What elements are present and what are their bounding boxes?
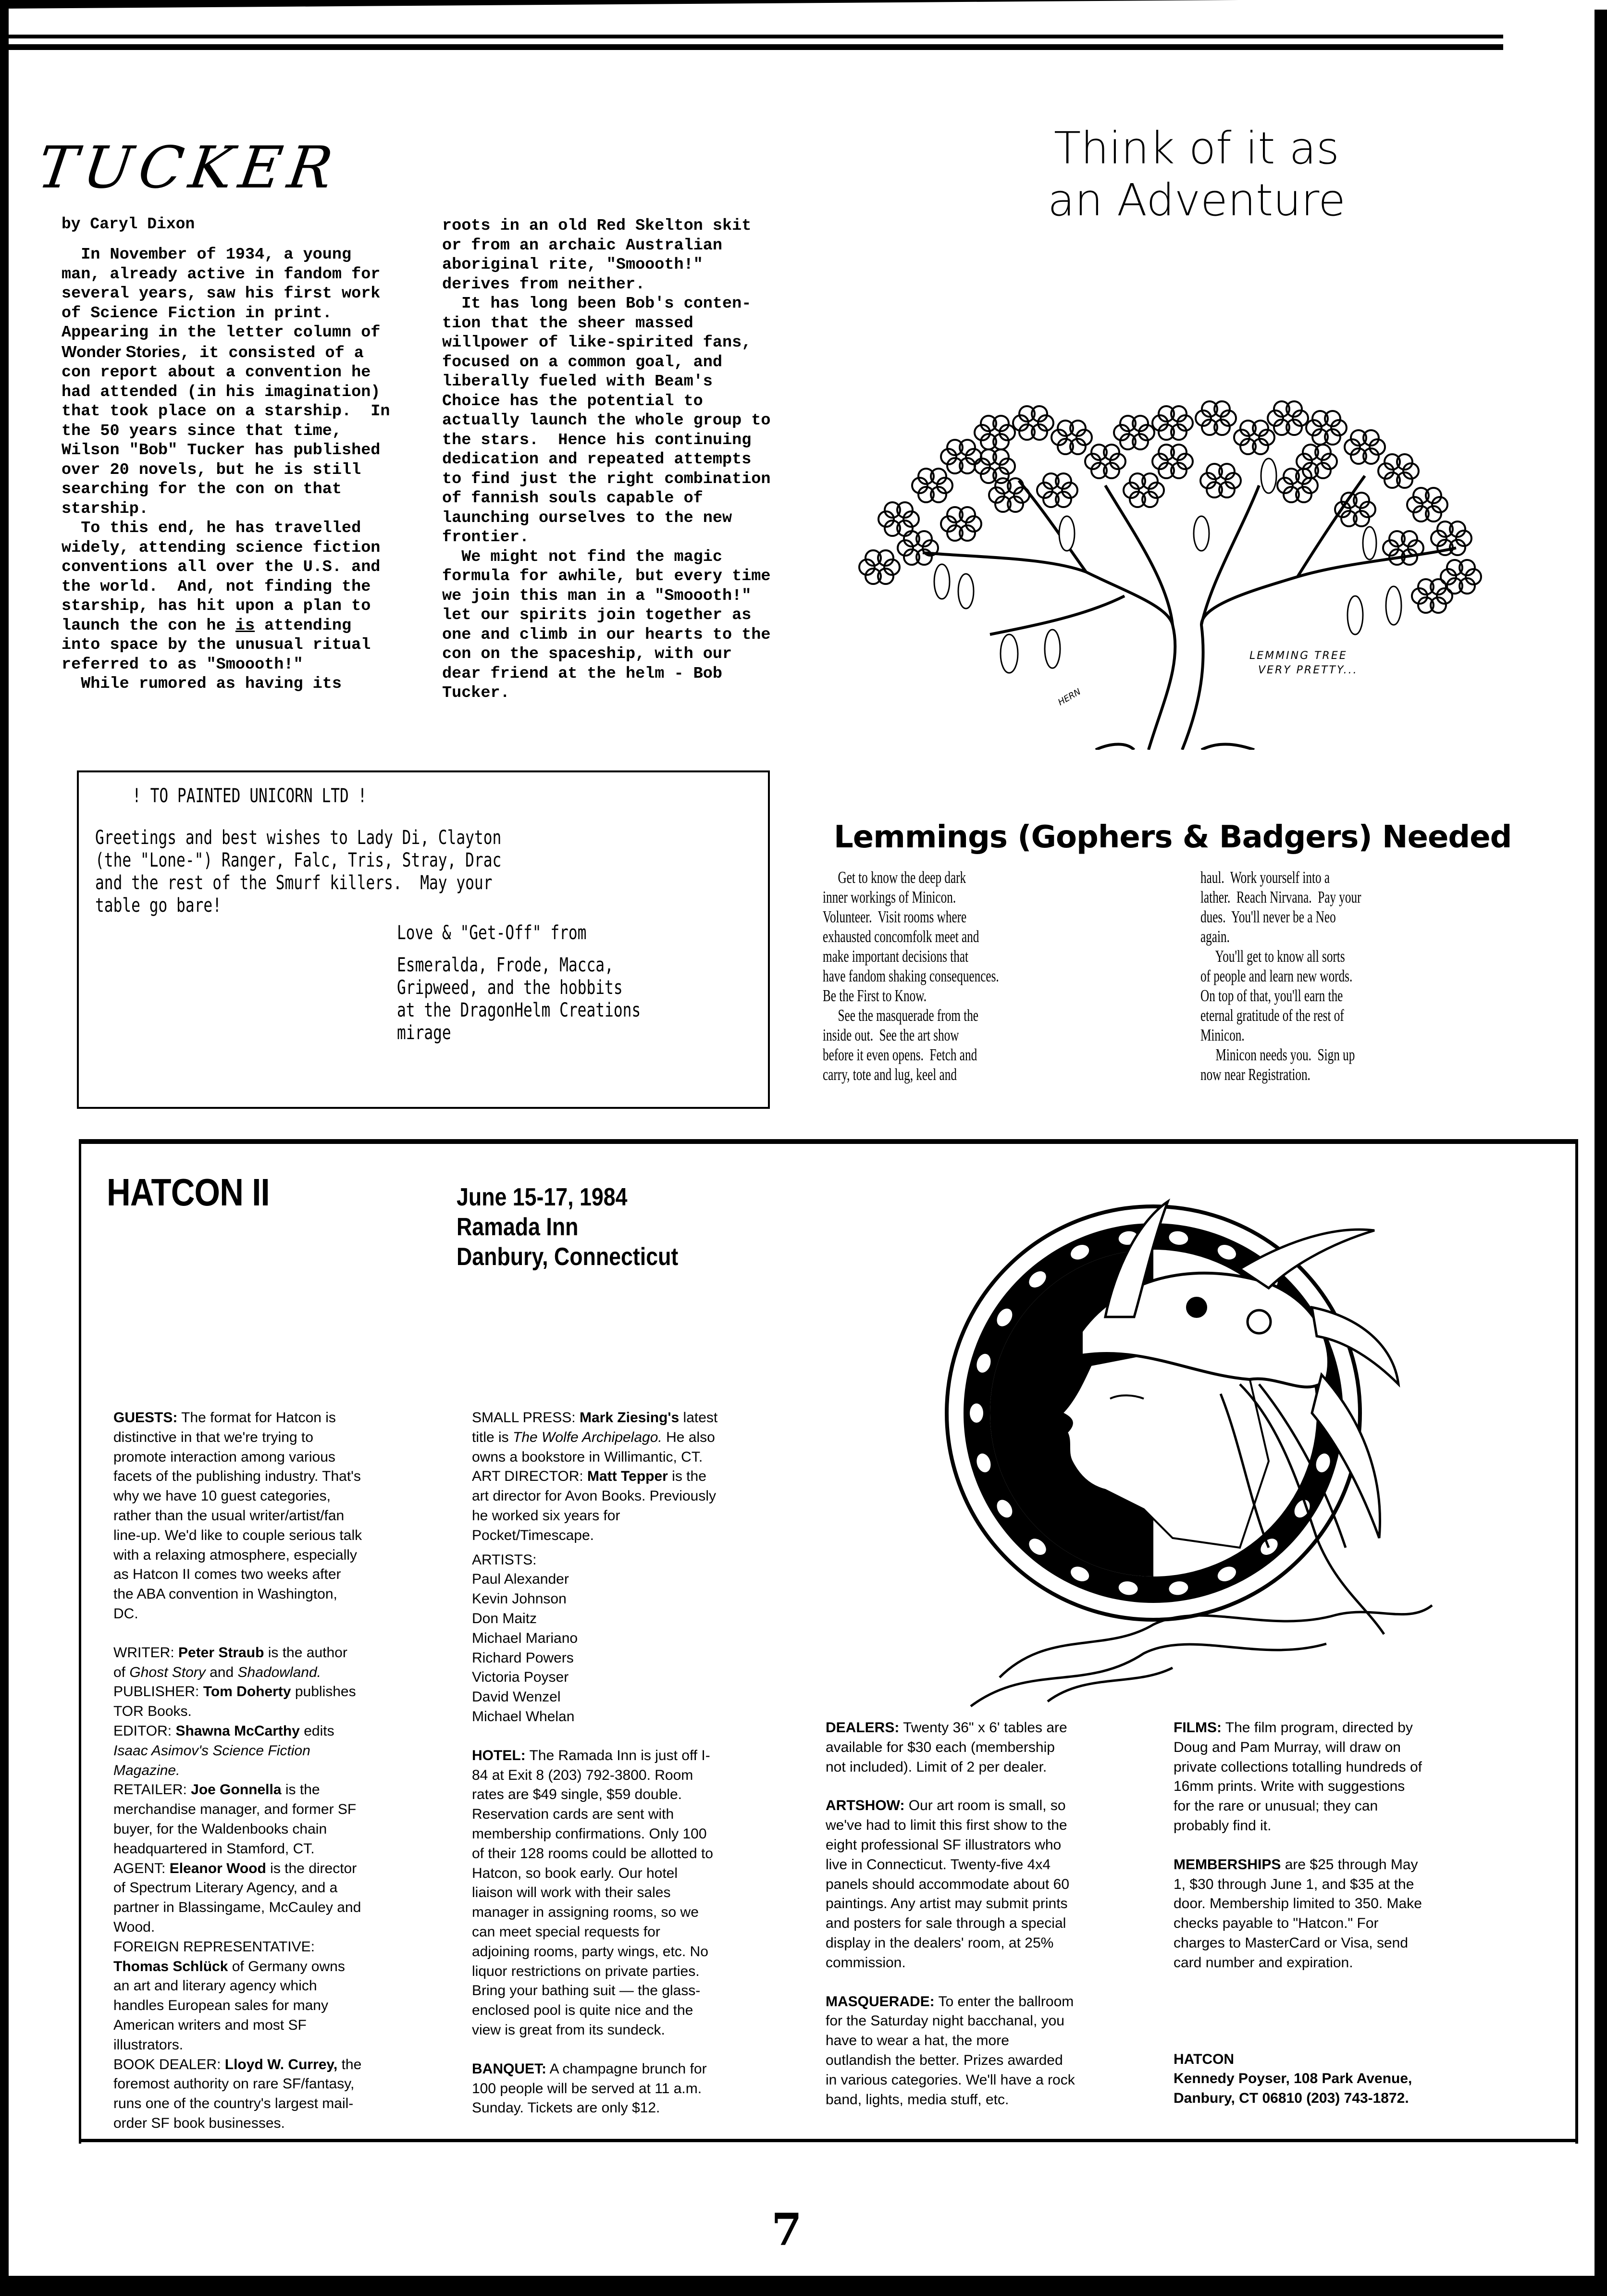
hotel-section [472, 1746, 722, 2040]
hanging-lemmings [934, 459, 1401, 673]
header-rule-thick [9, 44, 1503, 50]
lemmings-text-line: You'll get to know all sorts [1200, 947, 1345, 966]
publisher-text: publishes TOR Books. [113, 1684, 356, 1720]
adventure-title-line-1: Think of it as [1053, 123, 1339, 174]
unicorn-title: ! TO PAINTED UNICORN LTD ! [132, 785, 367, 807]
editor-magazine: Isaac Asimov's Science Fiction Magazine. [113, 1742, 310, 1778]
art-director-text: is the art director for Avon Books. Previously he worked six years for Pocket/Timescape. [472, 1468, 717, 1543]
lemmings-text-line: Get to know the deep dark [823, 868, 966, 887]
masquerade-label: MASQUERADE: [826, 1993, 935, 2010]
address-line-3: Danbury, CT 06810 (203) 743-1872. [1174, 2090, 1409, 2107]
hatcon-title: HATCON II [107, 1171, 270, 1214]
tucker-text-line: dedication and repeated attempts [442, 450, 752, 469]
masquerade-text: To enter the ballroom for the Saturday night bacchanal, you have to wear a hat, the more outlandish the better. Prizes awarded in various categories. We'll have a rock band, lights, media stuff, etc. [826, 1993, 1075, 2108]
lemmings-title: Lemmings (Gophers & Badgers) Needed [834, 819, 1512, 855]
tree-caption [1249, 649, 1358, 678]
lemming-tree-illustration [836, 365, 1519, 750]
unicorn-signer-line: Gripweed, and the hobbits [397, 977, 623, 999]
foreign-rep-role: FOREIGN REPRESENTATIVE: [113, 1938, 315, 1955]
tucker-text-line: dear friend at the helm - Bob [442, 664, 722, 683]
lemmings-text-line: See the masquerade from the [823, 1006, 978, 1025]
tucker-column-2 [442, 216, 771, 703]
tucker-text-line: formula for awhile, but every time [442, 567, 771, 585]
unicorn-signer-line: mirage [397, 1022, 451, 1044]
tree-caption-line-2: VERY PRETTY... [1258, 664, 1358, 676]
writer-role: WRITER: [113, 1644, 178, 1661]
tucker-text-line: of fannish souls capable of [442, 489, 703, 508]
book-dealer-text: the foremost authority on rare SF/fantasy, runs one of the country's largest mail-order SF book businesses. [113, 2056, 362, 2131]
tucker-text-line: While rumored as having its [62, 675, 342, 693]
small-press-name: Mark Ziesing's [579, 1410, 680, 1426]
agent-entry [113, 1859, 363, 1937]
tucker-column-1 [62, 245, 390, 694]
tucker-text-line: con report about a convention he [62, 363, 371, 382]
dragon-helmet-woman-illustration [903, 1173, 1451, 1711]
agent-role: AGENT: [113, 1860, 170, 1876]
page-border-left [0, 0, 9, 2296]
tucker-text-line: liberally fueled with Beam's [442, 372, 713, 391]
lemmings-text-line: On top of that, you'll earn the [1200, 986, 1343, 1005]
films-text: The film program, directed by Doug and Pam Murray, will draw on private collections totalling hundreds of 16mm prints. Write with suggestions for the rare or unusual; they can probably find it. [1174, 1720, 1422, 1834]
artist-name: Michael Whelan [472, 1708, 575, 1725]
lemmings-text-line: inside out. See the art show [823, 1026, 959, 1044]
writer-book-1: Ghost Story [129, 1664, 206, 1680]
lemmings-text-line: dues. You'll never be a Neo [1200, 907, 1336, 926]
writer-entry [113, 1643, 363, 1683]
retailer-entry [113, 1780, 363, 1859]
hatcon-date: June 15-17, 1984 [457, 1183, 628, 1211]
artists-label: ARTISTS: [472, 1551, 537, 1568]
artist-name: Richard Powers [472, 1650, 574, 1666]
hatcon-address [1174, 2050, 1423, 2109]
tucker-text-line: had attended (in his imagination) [62, 383, 381, 401]
tucker-text-line: or from an archaic Australian [442, 236, 722, 255]
dealers-text: Twenty 36" x 6' tables are available for $30 each (membership not included). Limit of 2 per dealer. [826, 1720, 1067, 1775]
banquet-text: A champagne brunch for 100 people will be served at 11 a.m. Sunday. Tickets are only $12. [472, 2060, 707, 2116]
hatcon-border-top [79, 1139, 1578, 1144]
art-director-role: ART DIRECTOR: [472, 1468, 588, 1485]
unicorn-sign-line: Love & "Get-Off" from [397, 922, 587, 944]
tucker-text-line: aboriginal rite, "Smoooth!" [442, 256, 703, 274]
masquerade-section [826, 1992, 1075, 2110]
artists-names [472, 1570, 722, 1726]
small-press-entry [472, 1408, 722, 1467]
tucker-text-line: into space by the unusual ritual [62, 636, 371, 654]
book-dealer-entry [113, 2055, 363, 2134]
banquet-section [472, 2060, 722, 2118]
hatcon-border-right [1575, 1139, 1578, 2144]
lemmings-text-line: eternal gratitude of the rest of [1200, 1006, 1344, 1025]
lemmings-text-line: now near Registration. [1200, 1065, 1310, 1084]
hatcon-column-2 [472, 1408, 722, 2118]
tucker-text-line: conventions all over the U.S. and [62, 558, 381, 576]
editor-role: EDITOR: [113, 1723, 176, 1739]
artist-name: Paul Alexander [472, 1571, 569, 1588]
unicorn-body [95, 827, 501, 917]
lemmings-text-line: carry, tote and lug, keel and [823, 1065, 957, 1084]
tree-caption-line-1: LEMMING TREE [1249, 650, 1347, 662]
tucker-text-line: We might not find the magic [442, 547, 722, 566]
tucker-text-line: Wonder Stories, it consisted of a [62, 343, 364, 362]
tucker-text-line: let our spirits join together as [442, 606, 752, 624]
tree-trunk [923, 476, 1456, 750]
publisher-role: PUBLISHER: [113, 1684, 203, 1700]
artist-name: Victoria Poyser [472, 1669, 569, 1686]
tucker-text-line: Choice has the potential to [442, 392, 703, 410]
tucker-text-line: derives from neither. [442, 275, 645, 294]
unicorn-body-line: (the "Lone-") Ranger, Falc, Tris, Stray, Drac [95, 849, 502, 871]
lemmings-text-line: make important decisions that [823, 947, 969, 966]
ring-ornament [970, 1403, 983, 1423]
lemmings-text-line: exhausted concomfolk meet and [823, 927, 979, 946]
writer-text: is the author of [113, 1644, 347, 1680]
memberships-label: MEMBERSHIPS [1174, 1856, 1281, 1873]
lemmings-text-line: lather. Reach Nirvana. Pay your [1200, 888, 1361, 906]
editor-name: Shawna McCarthy [175, 1723, 300, 1739]
address-line-2: Kennedy Poyser, 108 Park Avenue, [1174, 2071, 1412, 2087]
writer-name: Peter Straub [178, 1644, 264, 1661]
writer-book-2: Shadowland. [237, 1664, 321, 1680]
tree-canopy [859, 401, 1481, 613]
lemmings-text-line: have fandom shaking consequences. [823, 967, 999, 985]
tucker-text-line: frontier. [442, 528, 529, 546]
hotel-text: The Ramada Inn is just off I-84 at Exit 8 (203) 792-3800. Room rates are $49 single, $59 double. Reservation cards are sent with membership confirmations. Only 100 of their 128 rooms could be allotted to Hatcon, so book early. Our hotel liaison will work with their sales manager in assigning rooms, so we can meet special requests for adjoining rooms, party wings, etc. No liquor restrictions on private parties. Bring your bathing suit — the glass-enclosed pool is quite nice and the view is great from its sundeck. [472, 1747, 713, 2038]
adventure-title-line-2: an Adventure [1048, 174, 1346, 226]
page-border-right [1595, 10, 1607, 2296]
tucker-text-line: several years, saw his first work [62, 285, 381, 303]
retailer-text: is the merchandise manager, and former SF buyer, for the Waldenbooks chain headquartered in Stamford, CT. [113, 1782, 357, 1857]
hatcon-border-bottom [79, 2139, 1578, 2142]
dealers-label: DEALERS: [826, 1720, 900, 1736]
book-dealer-name: Lloyd W. Currey, [224, 2056, 338, 2073]
foreign-rep-text: of Germany owns an art and literary agency which handles European sales for many American writers and most SF illustrators. [113, 1958, 345, 2053]
lemmings-text-line: before it even opens. Fetch and [823, 1045, 977, 1064]
artist-name: Don Maitz [472, 1610, 537, 1626]
small-press-book: The Wolfe Archipelago. [513, 1429, 662, 1445]
art-director-entry [472, 1467, 722, 1545]
unicorn-signer-line: at the DragonHelm Creations [397, 999, 641, 1021]
tucker-text-line: In November of 1934, a young [62, 246, 352, 264]
lemmings-column-1 [823, 868, 999, 1084]
dealers-section [826, 1718, 1075, 1777]
tucker-text-line: focused on a common goal, and [442, 353, 722, 372]
artist-signature: HERN [1056, 686, 1083, 708]
helmet-jewel [1248, 1310, 1271, 1333]
tucker-text-line: referred to as "Smoooth!" [62, 655, 303, 674]
unicorn-body-line: Greetings and best wishes to Lady Di, Clayton [95, 827, 502, 849]
tucker-text-line: searching for the con on that [62, 480, 342, 498]
tucker-text-line: Tucker. [442, 684, 510, 702]
hotel-label: HOTEL: [472, 1747, 526, 1763]
tucker-text-line: that took place on a starship. In [62, 402, 390, 421]
lemmings-text-line: Volunteer. Visit rooms where [823, 907, 967, 926]
tucker-text-line: Appearing in the letter column of [62, 323, 381, 342]
tucker-byline: by Caryl Dixon [62, 215, 195, 233]
page-border-bottom [0, 2276, 1607, 2296]
artshow-section [826, 1796, 1075, 1973]
tucker-text-line: over 20 novels, but he is still [62, 460, 361, 479]
header-rule-thin [9, 35, 1503, 38]
tucker-text-line: the stars. Hence his continuing [442, 431, 752, 449]
films-section [1174, 1718, 1423, 1836]
lemmings-text-line: Be the First to Know. [823, 986, 927, 1005]
tucker-text-line: the 50 years since that time, [62, 422, 342, 440]
page-border-top [0, 0, 1607, 9]
artshow-text: Our art room is small, so we've had to limit this first show to the eight professional SF illustrators who live in Connecticut. Twenty-five 4x4 panels should accommodate about 60 paintings. Any artist may submit prints and posters for sale through a special display in the dealers' room, at 25% commission. [826, 1798, 1070, 1971]
page-number: 7 [771, 2204, 803, 2256]
tucker-text-line: It has long been Bob's conten- [442, 295, 752, 313]
hatcon-column-3 [826, 1718, 1075, 2110]
agent-text: is the director of Spectrum Literary Agency, and a partner in Blassingame, McCauley and Wood. [113, 1860, 361, 1935]
lemmings-text-line: haul. Work yourself into a [1200, 868, 1330, 887]
tucker-text-line: tion that the sheer massed [442, 314, 693, 333]
hatcon-border-left [79, 1139, 81, 2144]
films-label: FILMS: [1174, 1720, 1222, 1736]
foreign-rep-name: Thomas Schlück [113, 1958, 228, 1974]
tucker-text-line: con on the spaceship, with our [442, 645, 732, 663]
agent-name: Eleanor Wood [169, 1860, 266, 1876]
adventure-title [961, 123, 1432, 226]
unicorn-body-line: table go bare! [95, 894, 222, 917]
unicorn-signer-line: Esmeralda, Frode, Macca, [397, 954, 614, 976]
editor-text: edits [299, 1723, 334, 1739]
hatcon-event-info [457, 1182, 678, 1272]
artists-list [472, 1551, 722, 1727]
tucker-text-line: roots in an old Red Skelton skit [442, 217, 752, 235]
lemmings-text-line: again. [1200, 927, 1230, 946]
editor-entry [113, 1722, 363, 1780]
lemmings-text-line: Minicon. [1200, 1026, 1245, 1044]
hatcon-column-4 [1174, 1718, 1423, 2109]
tucker-text-line: of Science Fiction in print. [62, 304, 332, 323]
lemmings-text-line: of people and learn new words. [1200, 967, 1353, 985]
writer-text-2: and [205, 1664, 238, 1680]
artist-name: David Wenzel [472, 1689, 561, 1705]
tucker-text-line: starship. [62, 499, 148, 518]
lemmings-text-line: inner workings of Minicon. [823, 888, 956, 906]
address-line-1: HATCON [1174, 2051, 1235, 2067]
artist-name: Michael Mariano [472, 1630, 578, 1646]
retailer-role: RETAILER: [113, 1782, 191, 1798]
unicorn-signers [397, 954, 641, 1044]
tucker-text-line: man, already active in fandom for [62, 265, 381, 284]
retailer-name: Joe Gonnella [191, 1782, 282, 1798]
lemmings-column-2 [1200, 868, 1361, 1084]
lemmings-text-line: Minicon needs you. Sign up [1200, 1045, 1355, 1064]
memberships-text: are $25 through May 1, $30 through June 1, and $35 at the door. Membership limited to 350. Make checks payable to "Hatcon." For charges to MasterCard or Visa, send card number and expiration. [1174, 1856, 1422, 1971]
guests-text: The format for Hatcon is distinctive in that we're trying to promote interaction among various facets of the publishing industry. That's why we have 10 guest categories, rather than the usual writer/artist/fan line-up. We'd like to couple serious talk with a relaxing atmosphere, especially as Hatcon II comes two weeks after the ABA convention in Washington, DC. [113, 1410, 362, 1622]
helmet-eye [1186, 1297, 1207, 1318]
tucker-text-line: launch the con he is attending [62, 616, 352, 635]
tucker-text-line: the world. And, not finding the [62, 577, 371, 596]
tucker-text-line: we join this man in a "Smoooth!" [442, 586, 752, 605]
unicorn-body-line: and the rest of the Smurf killers. May your [95, 872, 493, 894]
hatcon-city: Danbury, Connecticut [457, 1243, 679, 1271]
tucker-text-line: starship, has hit upon a plan to [62, 597, 371, 615]
small-press-role: SMALL PRESS: [472, 1410, 580, 1426]
artshow-label: ARTSHOW: [826, 1798, 905, 1814]
tucker-text-line: Wilson "Bob" Tucker has published [62, 441, 381, 459]
guests-label: GUESTS: [113, 1410, 178, 1426]
tucker-text-line: launching ourselves to the new [442, 509, 732, 527]
hatcon-column-1 [113, 1408, 363, 2134]
tucker-text-line: To this end, he has travelled [62, 519, 361, 537]
small-press-text-2: He also owns a bookstore in Willimantic, CT. [472, 1429, 715, 1465]
tucker-text-line: one and climb in our hearts to the [442, 625, 771, 644]
tucker-text-line: willpower of like-spirited fans, [442, 334, 752, 352]
foreign-rep-entry [113, 1937, 363, 2055]
tucker-text-line: actually launch the whole group to [442, 411, 771, 430]
hatcon-venue: Ramada Inn [457, 1213, 579, 1241]
tucker-text-line: widely, attending science fiction [62, 538, 381, 557]
publisher-name: Tom Doherty [203, 1684, 291, 1700]
guests-section [113, 1408, 363, 1624]
tucker-title: TUCKER [34, 135, 344, 201]
artist-name: Kevin Johnson [472, 1591, 567, 1607]
small-press-text: latest title is [472, 1410, 718, 1445]
book-dealer-role: BOOK DEALER: [113, 2056, 225, 2073]
banquet-label: BANQUET: [472, 2060, 546, 2077]
art-director-name: Matt Tepper [587, 1468, 668, 1485]
tucker-text-line: to find just the right combination [442, 470, 771, 488]
publisher-entry [113, 1682, 363, 1722]
memberships-section [1174, 1855, 1423, 1973]
